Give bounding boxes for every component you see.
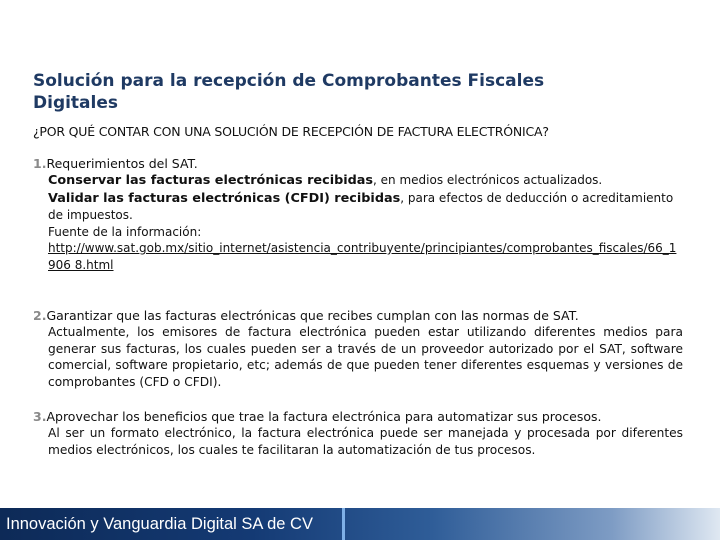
section-2-body: Actualmente, los emisores de factura electrónica pueden estar utilizando diferentes medios para generar sus facturas, los cuales pueden ser a través de un proveedor autorizado por el SAT, software comercial, software propietario, etc; además de que pueden tener diferentes esquemas y versiones de comprobantes (CFD o CFDI). (48, 325, 683, 389)
slide-title: Solución para la recepción de Comprobantes Fiscales Digitales (33, 71, 545, 113)
section-title: Garantizar que las facturas electrónicas que recibes cumplan con las normas de SAT. (46, 308, 579, 323)
requirement-text: , en medios electrónicos actualizados. (373, 173, 603, 187)
section-title: Requerimientos del SAT. (46, 156, 198, 171)
company-name: Innovación y Vanguardia Digital SA de CV (6, 515, 313, 533)
section-1-body (48, 172, 683, 273)
section-2 (33, 308, 683, 390)
requirement-emphasis: Conservar las facturas electrónicas recibidas (48, 173, 374, 188)
section-1 (33, 156, 683, 273)
section-3-heading (33, 409, 683, 425)
footer-divider (342, 508, 345, 540)
section-number: 2. (33, 308, 47, 323)
section-2-heading (33, 308, 683, 324)
question-heading: ¿POR QUÉ CONTAR CON UNA SOLUCIÓN DE RECEPCIÓN DE FACTURA ELECTRÓNICA? (33, 124, 549, 139)
requirement-emphasis: Validar las facturas electrónicas (CFDI) recibidas (48, 190, 401, 206)
section-1-heading (33, 156, 683, 172)
section-number: 1. (33, 156, 47, 171)
requirement-text: , para efectos de deducción o acreditamiento de impuestos. (48, 190, 674, 222)
requirement-line (48, 172, 683, 190)
section-3-body: Al ser un formato electrónico, la factura electrónica puede ser manejada y procesada por diferentes medios electrónicos, los cuales te facilitaran la automatización de tus procesos. (48, 426, 683, 457)
source-label: Fuente de la información: (48, 224, 202, 239)
footer-bar (0, 508, 720, 540)
requirement-line (48, 190, 683, 224)
sat-link[interactable]: http://www.sat.gob.mx/sitio_internet/asistencia_contribuyente/principiantes/comprobantes_fiscales/66_1906 8.html (48, 241, 677, 272)
section-3 (33, 409, 683, 458)
section-number: 3. (33, 409, 47, 424)
section-title: Aprovechar los beneficios que trae la factura electrónica para automatizar sus procesos. (46, 409, 602, 424)
